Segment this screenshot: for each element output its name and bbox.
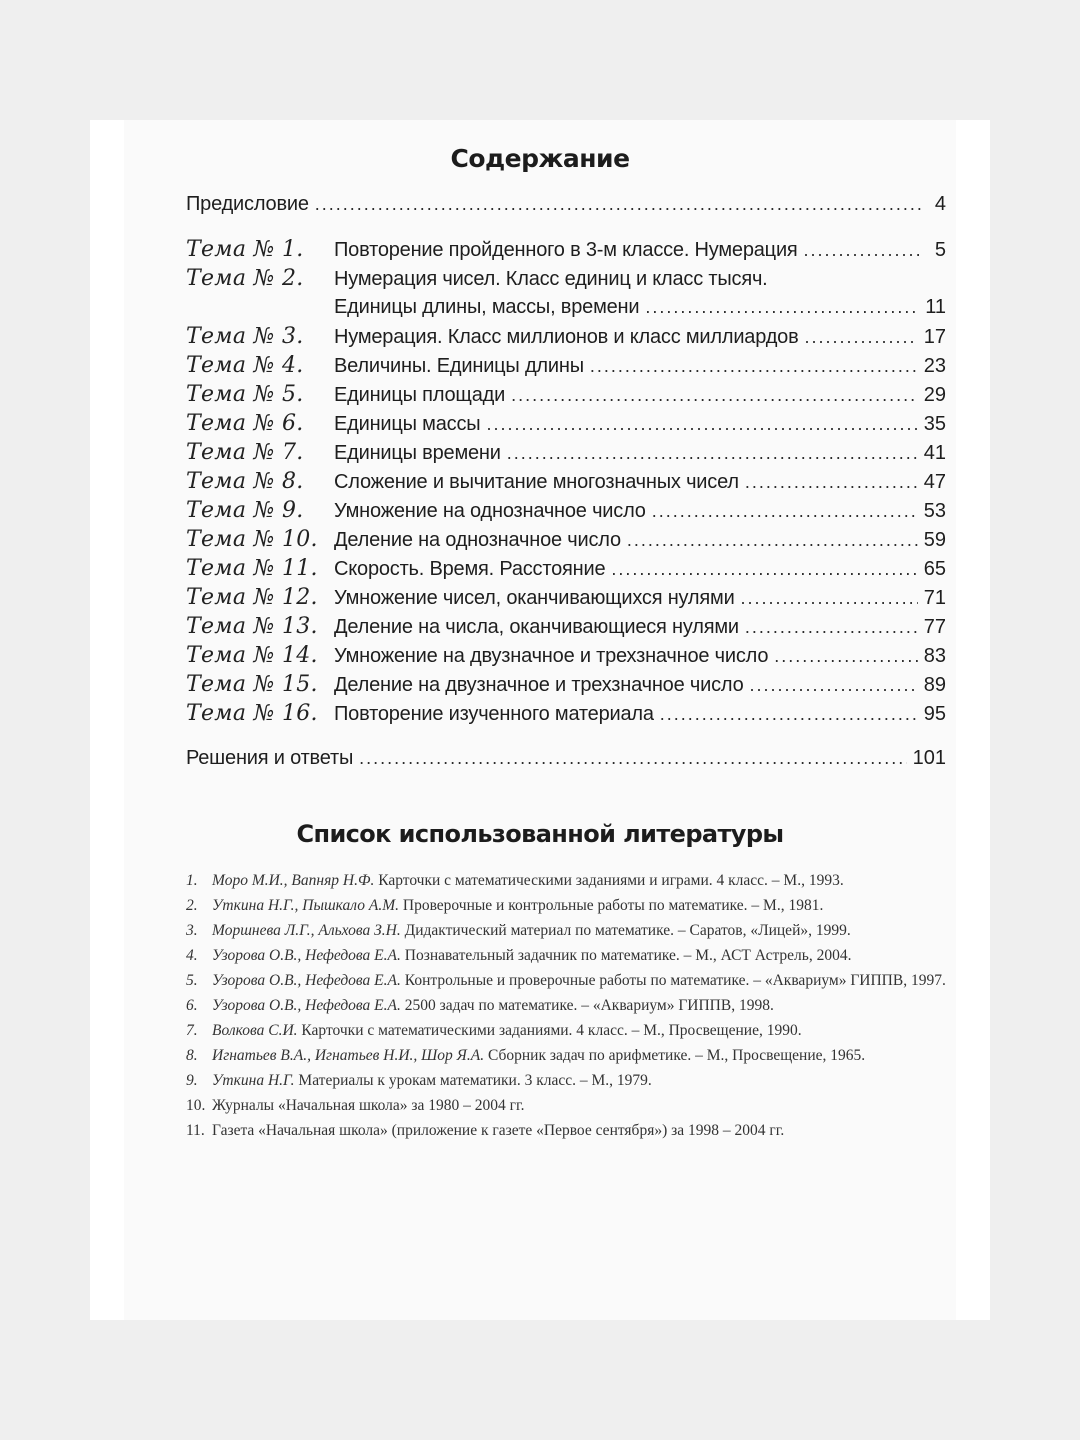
toc-page-number: 95 (923, 703, 946, 725)
toc-leader-dots (750, 671, 918, 700)
toc-leader-dots (359, 744, 907, 773)
literature-item-body (212, 1070, 956, 1091)
toc-entry (186, 496, 946, 525)
book-page (90, 120, 990, 1320)
toc-page-number: 23 (923, 355, 946, 377)
literature-item (186, 970, 956, 991)
literature-item-body (212, 995, 956, 1016)
toc-topic-label: Тема № 6. (186, 411, 304, 436)
toc-entry-text: Умножение на однозначное число (334, 500, 646, 522)
table-of-contents (186, 190, 946, 773)
literature-text: Сборник задач по арифметике. – М., Просвещение, 1965. (484, 1047, 866, 1064)
toc-topic-label: Тема № 11. (186, 556, 318, 581)
literature-item (186, 1045, 956, 1066)
literature-item-number: 5. (186, 972, 198, 989)
toc-entry-text: Решения и ответы (186, 747, 354, 769)
toc-topic-label: Тема № 8. (186, 469, 304, 494)
toc-entry (186, 554, 946, 583)
toc-leader-dots (745, 468, 918, 497)
toc-page-number: 47 (923, 471, 946, 493)
toc-entry (186, 351, 946, 380)
literature-item-body (212, 895, 956, 916)
literature-item-number: 11. (186, 1122, 205, 1139)
toc-title: Содержание (450, 144, 630, 173)
toc-topic-label: Тема № 14. (186, 643, 318, 668)
toc-entry (186, 235, 946, 264)
toc-page-number: 53 (923, 500, 946, 522)
literature-item-number: 7. (186, 1022, 198, 1039)
toc-entry (186, 322, 946, 351)
toc-page-number: 17 (923, 326, 946, 348)
toc-page-number: 29 (923, 384, 946, 406)
toc-leader-dots (741, 584, 918, 613)
toc-entry (186, 409, 946, 438)
literature-item-body (212, 870, 956, 891)
literature-title: Список использованной литературы (296, 820, 784, 848)
toc-entry (186, 438, 946, 467)
literature-text: Познавательный задачник по математике. – М., АСТ Астрель, 2004. (400, 947, 852, 964)
literature-text: 2500 задач по математике. – «Аквариум» ГИППВ, 1998. (400, 997, 774, 1014)
toc-leader-dots (590, 352, 918, 381)
literature-item (186, 1020, 956, 1041)
toc-topic-label: Тема № 2. (186, 266, 304, 291)
literature-text: Материалы к урокам математики. 3 класс. – М., 1979. (294, 1072, 652, 1089)
toc-topic-label: Тема № 9. (186, 498, 304, 523)
toc-entry (186, 525, 946, 554)
toc-topic-label: Тема № 5. (186, 382, 304, 407)
literature-item (186, 920, 956, 941)
literature-item-number: 10. (186, 1097, 206, 1114)
toc-topic-label: Тема № 7. (186, 440, 304, 465)
literature-item (186, 870, 956, 891)
toc-entry-text: Единицы площади (334, 384, 506, 406)
literature-list (186, 870, 956, 1145)
toc-leader-dots (745, 613, 918, 642)
toc-topic-label: Тема № 10. (186, 527, 318, 552)
literature-item-number: 2. (186, 897, 198, 914)
toc-entry (186, 583, 946, 612)
literature-text: Журналы «Начальная школа» за 1980 – 2004 гг. (212, 1097, 525, 1114)
toc-topic-label: Тема № 1. (186, 237, 304, 262)
toc-page-number: 65 (923, 558, 946, 580)
literature-text: Проверочные и контрольные работы по математике. – М., 1981. (399, 897, 824, 914)
toc-topic-label: Тема № 12. (186, 585, 318, 610)
toc-leader-dots (660, 700, 918, 729)
toc-topic-label: Тема № 3. (186, 324, 304, 349)
literature-item (186, 995, 956, 1016)
literature-authors: Узорова О.В., Нефедова Е.А. (212, 997, 401, 1014)
toc-entry-text: Нумерация чисел. Класс единиц и класс тысяч. (334, 268, 768, 290)
toc-entry-text: Сложение и вычитание многозначных чисел (334, 471, 739, 493)
literature-item-number: 3. (186, 922, 198, 939)
toc-page-number: 77 (923, 616, 946, 638)
toc-entry-text: Единицы длины, массы, времени (334, 296, 640, 318)
literature-text: Карточки с математическими заданиями и играми. 4 класс. – М., 1993. (374, 872, 844, 889)
literature-authors: Уткина Н.Г. (212, 1072, 295, 1089)
literature-item-body (212, 1095, 956, 1116)
toc-leader-dots (507, 439, 918, 468)
toc-entry-text: Единицы массы (334, 413, 481, 435)
toc-page-number: 5 (934, 239, 946, 261)
literature-item (186, 1120, 956, 1141)
toc-entry-text: Умножение чисел, оканчивающихся нулями (334, 587, 735, 609)
literature-authors: Игнатьев В.А., Игнатьев Н.И., Шор Я.А. (212, 1047, 485, 1064)
literature-item-body (212, 920, 956, 941)
literature-authors: Уткина Н.Г., Пышкало А.М. (212, 897, 399, 914)
toc-entry (186, 380, 946, 409)
toc-entry-answers (186, 744, 946, 773)
toc-leader-dots (652, 497, 918, 526)
literature-authors: Моро М.И., Вапняр Н.Ф. (212, 872, 375, 889)
toc-page-number: 4 (934, 193, 946, 215)
literature-item-body (212, 1020, 956, 1041)
toc-entry-preface (186, 190, 946, 219)
literature-item-body (212, 945, 956, 966)
toc-entry-text: Деление на числа, оканчивающиеся нулями (334, 616, 739, 638)
toc-page-number: 11 (925, 296, 946, 318)
toc-entry (186, 670, 946, 699)
literature-text: Контрольные и проверочные работы по математике. – «Аквариум» ГИППВ, 1997. (400, 972, 946, 989)
toc-entry-text: Величины. Единицы длины (334, 355, 584, 377)
literature-item-body (212, 970, 956, 991)
toc-entry-text: Повторение изученного материала (334, 703, 654, 725)
toc-leader-dots (804, 236, 922, 265)
page-content (124, 120, 956, 1320)
toc-entry-text: Единицы времени (334, 442, 501, 464)
toc-entry (186, 467, 946, 496)
toc-page-number: 35 (923, 413, 946, 435)
toc-page-number: 83 (923, 645, 946, 667)
toc-topic-label: Тема № 16. (186, 701, 318, 726)
literature-item (186, 895, 956, 916)
literature-item-number: 9. (186, 1072, 198, 1089)
toc-leader-dots (774, 642, 917, 671)
literature-text: Газета «Начальная школа» (приложение к газете «Первое сентября») за 1998 – 2004 гг. (212, 1122, 785, 1139)
literature-authors: Узорова О.В., Нефедова Е.А. (212, 972, 401, 989)
literature-item-number: 4. (186, 947, 198, 964)
toc-leader-dots (486, 410, 917, 439)
literature-item (186, 1070, 956, 1091)
toc-entry-text: Скорость. Время. Расстояние (334, 558, 606, 580)
toc-topic-label: Тема № 13. (186, 614, 318, 639)
literature-text: Дидактический материал по математике. – Саратов, «Лицей», 1999. (400, 922, 851, 939)
toc-leader-dots (805, 323, 918, 352)
toc-entry-text: Нумерация. Класс миллионов и класс миллиардов (334, 326, 799, 348)
toc-page-number: 89 (923, 674, 946, 696)
toc-leader-dots (511, 381, 918, 410)
toc-leader-dots (645, 293, 919, 322)
toc-entry (186, 264, 946, 293)
literature-item-body (212, 1120, 956, 1141)
toc-entry (186, 612, 946, 641)
literature-authors: Узорова О.В., Нефедова Е.А. (212, 947, 401, 964)
toc-page-number: 59 (923, 529, 946, 551)
literature-item-body (212, 1045, 956, 1066)
literature-item (186, 945, 956, 966)
literature-item-number: 8. (186, 1047, 198, 1064)
toc-page-number: 101 (912, 747, 946, 769)
toc-entry (186, 699, 946, 728)
toc-page-number: 41 (923, 442, 946, 464)
literature-authors: Волкова С.И. (212, 1022, 298, 1039)
toc-leader-dots (315, 190, 922, 219)
toc-leader-dots (611, 555, 917, 584)
toc-leader-dots (627, 526, 918, 555)
toc-entry (186, 641, 946, 670)
toc-entry-text: Деление на однозначное число (334, 529, 621, 551)
toc-topic-label: Тема № 15. (186, 672, 318, 697)
literature-authors: Моршнева Л.Г., Альхова З.Н. (212, 922, 401, 939)
toc-entry-text: Деление на двузначное и трехзначное число (334, 674, 744, 696)
literature-text: Карточки с математическими заданиями. 4 класс. – М., Просвещение, 1990. (297, 1022, 802, 1039)
toc-entry-text: Умножение на двузначное и трехзначное число (334, 645, 769, 667)
literature-item-number: 1. (186, 872, 198, 889)
toc-entry-text: Повторение пройденного в 3-м классе. Нумерация (334, 239, 798, 261)
literature-item-number: 6. (186, 997, 198, 1014)
literature-item (186, 1095, 956, 1116)
toc-page-number: 71 (923, 587, 946, 609)
toc-topic-label: Тема № 4. (186, 353, 304, 378)
toc-entry-text: Предисловие (186, 193, 309, 215)
toc-entry-continuation (186, 293, 946, 322)
